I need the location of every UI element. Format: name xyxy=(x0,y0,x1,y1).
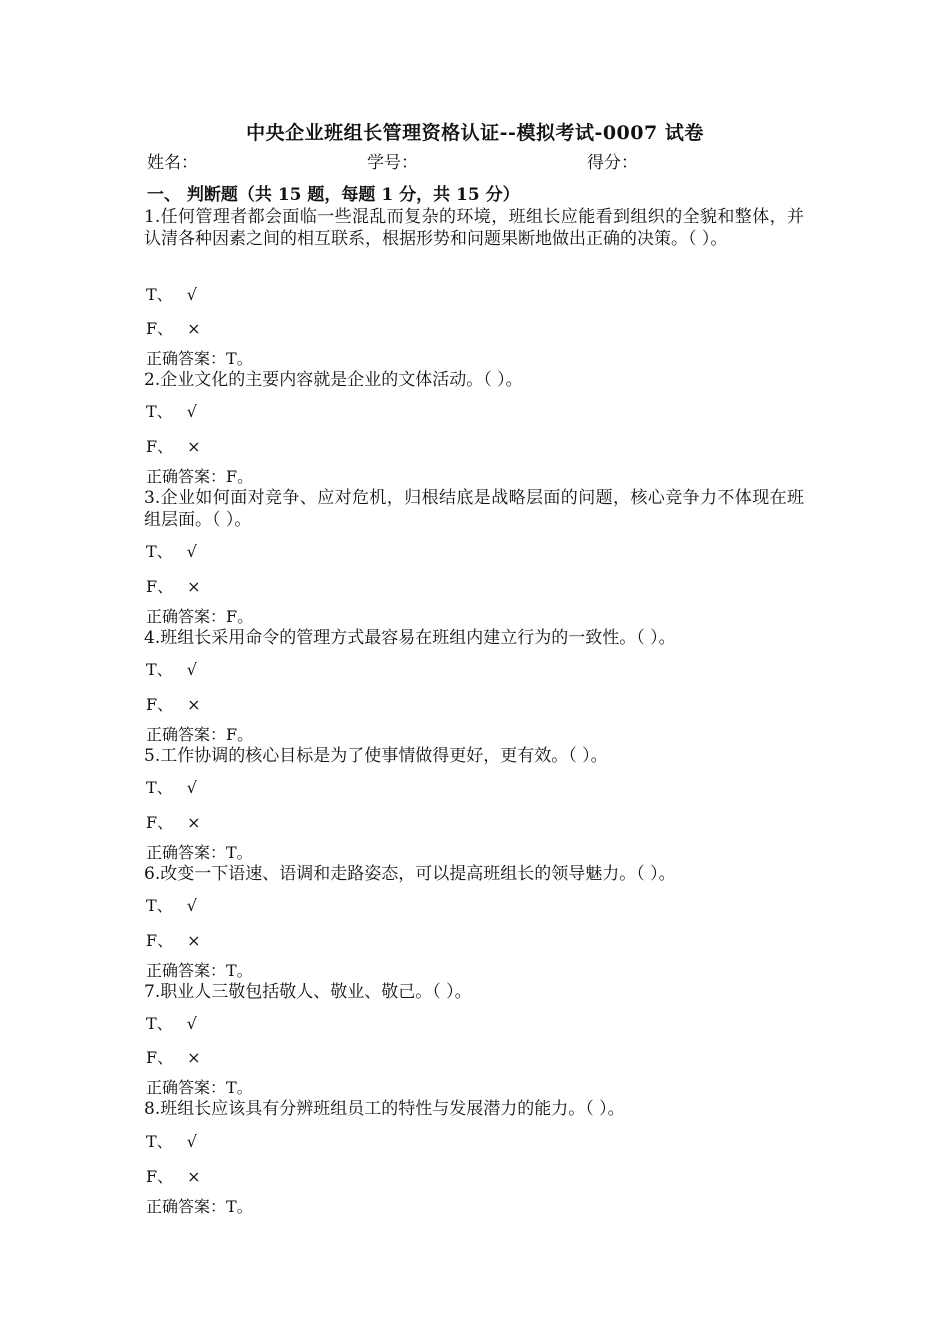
cross-icon: × xyxy=(187,319,201,338)
option-false xyxy=(146,928,201,951)
correct-answer: 正确答案：T。 xyxy=(146,843,253,862)
option-true xyxy=(146,399,197,422)
option-true-label: T、 xyxy=(146,660,173,679)
correct-answer: 正确答案：F。 xyxy=(146,467,254,486)
correct-answer: 正确答案：F。 xyxy=(146,725,254,744)
option-true-label: T、 xyxy=(146,1132,173,1151)
option-true xyxy=(146,1129,197,1152)
page-title: 中央企业班组长管理资格认证--模拟考试-0007 试卷 xyxy=(246,122,704,144)
option-false xyxy=(146,810,201,833)
option-false-label: F、 xyxy=(146,1167,174,1186)
question-text: 5.工作协调的核心目标是为了使事情做得更好，更有效。（ ）。 xyxy=(144,746,608,766)
correct-answer: 正确答案：F。 xyxy=(146,607,254,626)
option-false-label: F、 xyxy=(146,319,174,338)
option-true xyxy=(146,1011,197,1034)
check-icon: √ xyxy=(186,660,197,679)
cross-icon: × xyxy=(187,1048,201,1067)
cross-icon: × xyxy=(187,577,201,596)
option-false xyxy=(146,316,201,339)
student-info-row xyxy=(147,148,807,172)
question-text: 6.改变一下语速、语调和走路姿态，可以提高班组长的领导魅力。（ ）。 xyxy=(144,864,676,884)
question-text: 3.企业如何面对竞争、应对危机，归根结底是战略层面的问题，核心竞争力不体现在班组层面。（ ）。 xyxy=(144,488,804,530)
question-text: 7.职业人三敬包括敬人、敬业、敬己。（ ）。 xyxy=(144,982,472,1002)
check-icon: √ xyxy=(186,896,197,915)
correct-answer: 正确答案：T。 xyxy=(146,1197,253,1216)
option-false-label: F、 xyxy=(146,437,174,456)
option-true xyxy=(146,893,197,916)
option-false-label: F、 xyxy=(146,695,174,714)
question-text: 1.任何管理者都会面临一些混乱而复杂的环境，班组长应能看到组织的全貌和整体，并认清各种因素之间的相互联系，根据形势和问题果断地做出正确的决策。（ ）。 xyxy=(144,207,804,249)
question-text: 8.班组长应该具有分辨班组员工的特性与发展潜力的能力。（ ）。 xyxy=(144,1099,625,1119)
check-icon: √ xyxy=(186,285,197,304)
cross-icon: × xyxy=(187,695,201,714)
check-icon: √ xyxy=(186,402,197,421)
option-false-label: F、 xyxy=(146,577,174,596)
cross-icon: × xyxy=(187,931,201,950)
correct-answer: 正确答案：T。 xyxy=(146,349,253,368)
score-label: 得分： xyxy=(587,153,638,173)
option-true-label: T、 xyxy=(146,402,173,421)
option-false xyxy=(146,574,201,597)
option-false-label: F、 xyxy=(146,813,174,832)
option-false xyxy=(146,1164,201,1187)
option-true-label: T、 xyxy=(146,542,173,561)
option-false-label: F、 xyxy=(146,931,174,950)
option-false xyxy=(146,692,201,715)
check-icon: √ xyxy=(186,1014,197,1033)
option-true xyxy=(146,539,197,562)
option-true xyxy=(146,657,197,680)
correct-answer: 正确答案：T。 xyxy=(146,1078,253,1097)
check-icon: √ xyxy=(186,778,197,797)
check-icon: √ xyxy=(186,1132,197,1151)
option-true xyxy=(146,282,197,305)
student-id-label: 学号： xyxy=(367,153,418,173)
option-false xyxy=(146,1045,201,1068)
option-false xyxy=(146,434,201,457)
section-heading: 一、 判断题（共 15 题，每题 1 分，共 15 分） xyxy=(147,185,520,205)
name-label: 姓名： xyxy=(147,153,198,173)
option-true-label: T、 xyxy=(146,896,173,915)
cross-icon: × xyxy=(187,1167,201,1186)
question-text: 4.班组长采用命令的管理方式最容易在班组内建立行为的一致性。（ ）。 xyxy=(144,628,676,648)
check-icon: √ xyxy=(186,542,197,561)
option-false-label: F、 xyxy=(146,1048,174,1067)
option-true-label: T、 xyxy=(146,778,173,797)
option-true-label: T、 xyxy=(146,285,173,304)
correct-answer: 正确答案：T。 xyxy=(146,961,253,980)
cross-icon: × xyxy=(187,813,201,832)
option-true-label: T、 xyxy=(146,1014,173,1033)
option-true xyxy=(146,775,197,798)
question-text: 2.企业文化的主要内容就是企业的文体活动。（ ）。 xyxy=(144,370,523,390)
cross-icon: × xyxy=(187,437,201,456)
